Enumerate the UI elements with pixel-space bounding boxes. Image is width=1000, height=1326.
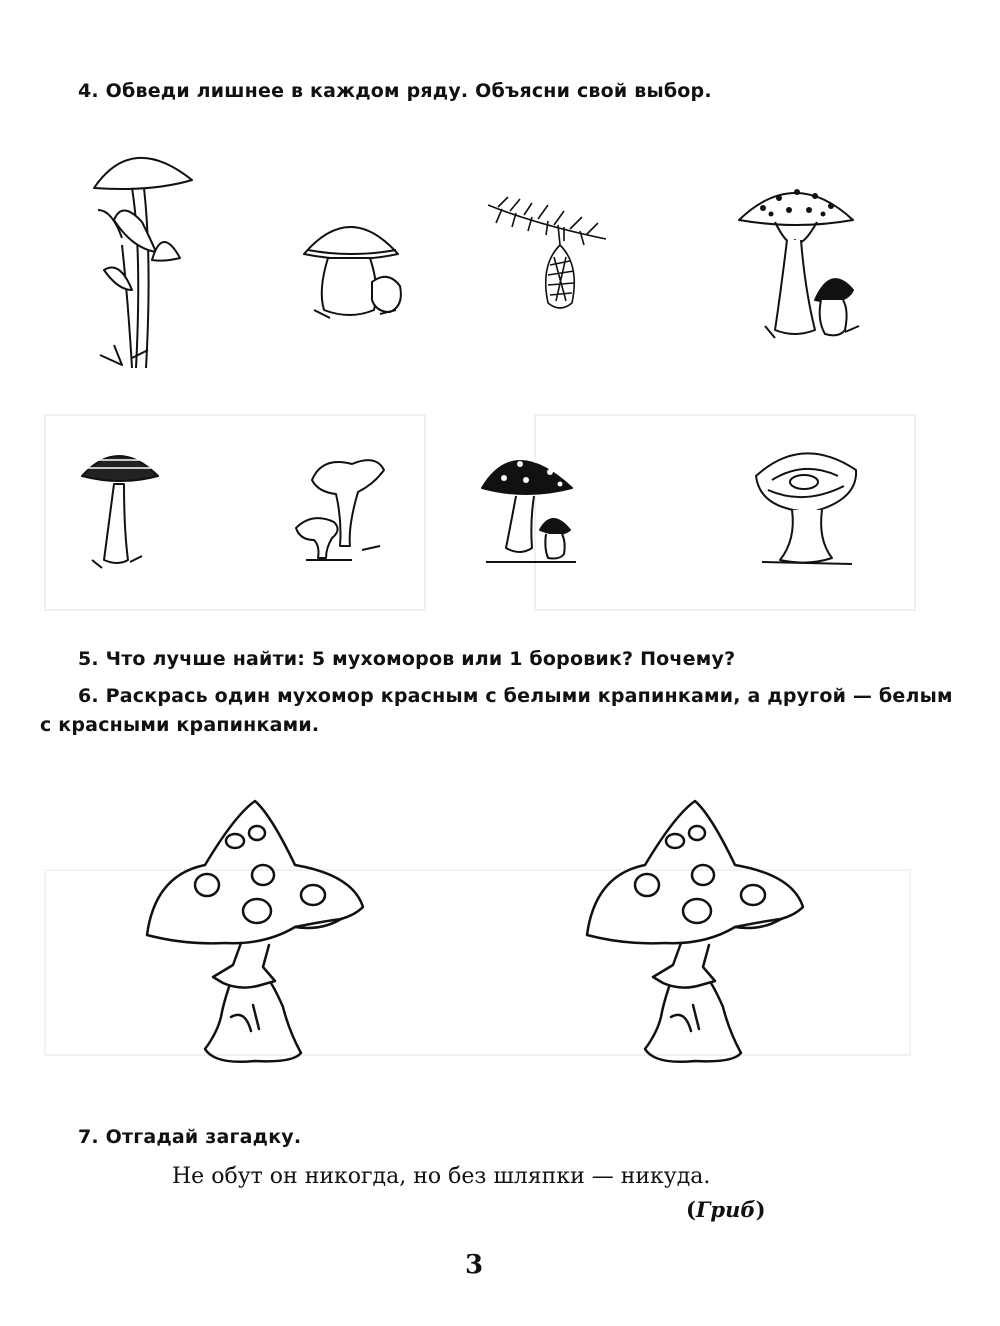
riddle-answer-open: (: [686, 1197, 696, 1222]
task-7-text: 7. Отгадай загадку.: [78, 1126, 302, 1148]
toadstool-cluster-icon: [92, 140, 202, 370]
fly-agaric-coloring-left[interactable]: [145, 795, 375, 1075]
porcini-mushroom-icon: [300, 210, 410, 320]
fly-agaric-coloring-right[interactable]: [585, 795, 815, 1075]
fly-agaric-small-pair-icon: [480, 438, 580, 568]
riddle-answer-close: ): [755, 1197, 766, 1222]
fly-agaric-pair-icon: [735, 180, 865, 340]
riddle-answer: [686, 1197, 766, 1222]
brown-cap-mushroom-icon: [78, 440, 168, 570]
milk-cap-mushroom-icon: [752, 440, 862, 570]
riddle-answer-word: Гриб: [695, 1197, 756, 1222]
page-number: 3: [465, 1250, 484, 1280]
task-4-text: 4. Обведи лишнее в каждом ряду. Объясни свой выбор.: [78, 80, 712, 102]
chanterelle-cluster-icon: [292, 450, 392, 570]
task-5-text: 5. Что лучше найти: 5 мухоморов или 1 боровик? Почему?: [78, 648, 736, 670]
riddle-text: Не обут он никогда, но без шляпки — никуда.: [172, 1164, 711, 1189]
task-6-text-line2: с красными крапинками.: [40, 714, 320, 736]
pine-cone-branch-icon: [488, 195, 608, 315]
bleed-through-text: ㅤ: [190, 124, 210, 148]
task-6-text-line1: 6. Раскрась один мухомор красным с белыми крапинками, а другой — белым: [78, 685, 953, 707]
